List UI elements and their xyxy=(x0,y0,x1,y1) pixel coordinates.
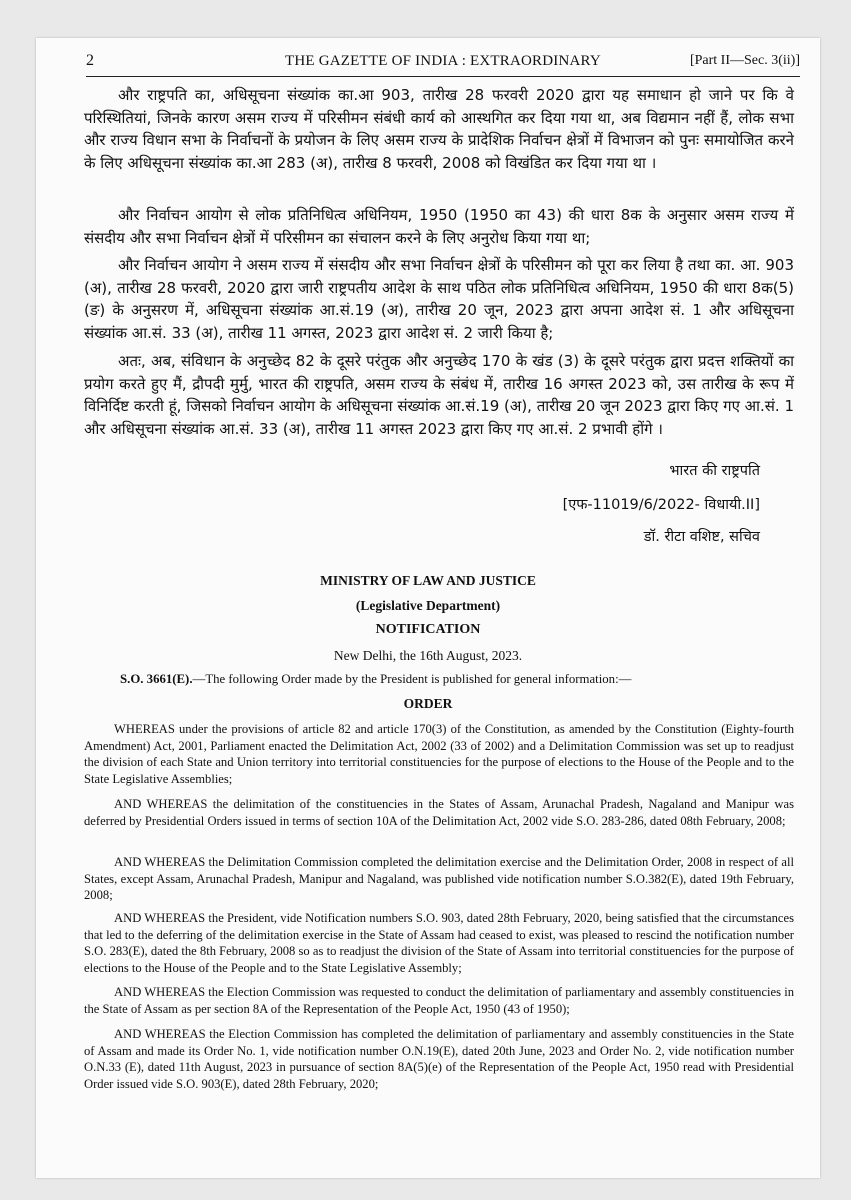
notification-heading: NOTIFICATION xyxy=(375,622,481,637)
hindi-paragraph-3: और निर्वाचन आयोग ने असम राज्य में संसदीय और सभा निर्वाचन क्षेत्रों के परिसीमन को पूरा कर लिया है तथा का. आ. 903 (अ), तारीख 28 फरवरी, 2020 द्वारा जारी राष्ट्रपतीय आदेश के साथ पठित लोक प्रतिनिधित्व अधिनियम, 1950 की धारा 8क(5)(ङ) के अनुसरण में, अधिसूचना संख्यांक आ.सं.19 (अ), तारीख 20 जून, 2023 द्वारा अपना आदेश सं. 1 और अधिसूचना संख्यांक आ.सं. 33 (अ), तारीख 11 अगस्त, 2023 द्वारा आदेश सं. 2 जारी किया है; xyxy=(84,256,794,342)
order-paragraph-5-text: AND WHEREAS the Election Commission was requested to conduct the delimitation of parliamentary and assembly constituencies in the State of Assam as per section 8A of the Representation of the People Act, 1950 (43 of 1950); xyxy=(84,985,794,1016)
order-paragraph-1 xyxy=(84,721,794,787)
order-paragraph-2-text: AND WHEREAS the delimitation of the constituencies in the States of Assam, Arunachal Pradesh, Nagaland and Manipur was deferred by Presidential Orders issued in terms of section 10A of the Delimitation Act, 2002 vide S.O. 283-286, dated 08th February, 2008; xyxy=(84,797,794,828)
dateline: New Delhi, the 16th August, 2023. xyxy=(333,648,523,663)
hindi-paragraph-2: और निर्वाचन आयोग से लोक प्रतिनिधित्व अधिनियम, 1950 (1950 का 43) की धारा 8क के अनुसार असम राज्य में संसदीय और सभा निर्वाचन क्षेत्रों में परिसीमन का संचालन करने के लिए अनुरोध किया गया था; xyxy=(84,206,794,247)
order-paragraph-3 xyxy=(84,854,794,904)
order-paragraph-4 xyxy=(84,910,794,976)
order-paragraph-2 xyxy=(84,796,794,829)
order-paragraph-6 xyxy=(84,1026,794,1092)
order-paragraph-1-text: WHEREAS under the provisions of article 82 and article 170(3) of the Constitution, as amended by the Constitution (Eighty-fourth Amendment) Act, 2001, Parliament enacted the Delimitation Act, 2002 (33 of 2002) and a Delimitation Commission was set up to readjust the division of each State and Union territory into territorial constituencies for the purpose of elections to the House of the People and to the State Legislative Assemblies; xyxy=(84,722,794,786)
hindi-paragraph-4: अतः, अब, संविधान के अनुच्छेद 82 के दूसरे परंतुक और अनुच्छेद 170 के खंड (3) के दूसरे परंतुक द्वारा प्रदत्त शक्तियों का प्रयोग करते हुए मैं, द्रौपदी मुर्मु, भारत की राष्ट्रपति, असम राज्य के संबंध में, तारीख 16 अगस्त 2023 को, उस तारीख के रूप में विनिर्दिष्ट करती हूं, जिसको निर्वाचन आयोग के अधिसूचना संख्यांक आ.सं.19 (अ), तारीख 20 जून 2023 द्वारा किए गए आ.सं. 1 और अधिसूचना संख्यांक आ.सं. 33 (अ), तारीख 11 अगस्त 2023 द्वारा किए गए आ.सं. 2 प्रभावी होंगे । xyxy=(84,352,794,438)
gazette-title: THE GAZETTE OF INDIA : EXTRAORDINARY xyxy=(285,53,601,69)
order-paragraph-6-text: AND WHEREAS the Election Commission has completed the delimitation of parliamentary and assembly constituencies in the State of Assam and made its Order No. 1, vide notification number O.N.19(E), dated 20th June, 2023 and Order No. 2, vide notification number O.N.33 (E), dated 11th August, 2023 in pursuance of section 8A(5)(e) of the Representation of the People Act, 1950 read with Presidential Order issued vide S.O. 903(E), dated 28th February, 2020; xyxy=(84,1027,794,1091)
part-section: [Part II—Sec. 3(ii)] xyxy=(689,53,800,68)
signature-secretary: डॉ. रीटा वशिष्ट, सचिव xyxy=(643,529,760,545)
signature-president: भारत की राष्ट्रपति xyxy=(669,463,760,479)
file-reference: [एफ-11019/6/2022- विधायी.II] xyxy=(562,497,760,513)
so-number: S.O. 3661(E). xyxy=(120,672,193,686)
department-heading: (Legislative Department) xyxy=(355,598,501,613)
so-text: —The following Order made by the President is published for general information:— xyxy=(192,672,632,686)
hindi-paragraph-1: और राष्ट्रपति का, अधिसूचना संख्यांक का.आ 903, तारीख 28 फरवरी 2020 द्वारा यह समाधान हो जाने पर कि वे परिस्थितियां, जिनके कारण असम राज्य में परिसीमन संबंधी कार्य को आस्थगित कर दिया गया था, अब विद्यमान नहीं हैं, लोक सभा और राज्य विधान सभा के निर्वाचनों के प्रयोजन के लिए असम राज्य के प्रादेशिक निर्वाचन क्षेत्रों में विभाजन को पुनः समायोजित करने के लिए अधिसूचना संख्यांक का.आ 283 (अ), तारीख 8 फरवरी, 2008 को विखंडित कर दिया गया था । xyxy=(84,86,794,172)
order-heading: ORDER xyxy=(403,696,453,711)
so-line xyxy=(120,672,631,687)
order-paragraph-4-text: AND WHEREAS the President, vide Notification numbers S.O. 903, dated 28th February, 2020, being satisfied that the circumstances that led to the deferring of the delimitation exercise in the State of Assam had ceased to exist, was pleased to rescind the notification number S.O. 283(E), dated the 8th February, 2008 so as to readjust the division of the State of Assam into territorial constituencies for the purpose of elections to the House of the People and to the State Legislative Assembly; xyxy=(84,911,794,975)
order-paragraph-3-text: AND WHEREAS the Delimitation Commission completed the delimitation exercise and the Delimitation Order, 2008 in respect of all States, except Assam, Arunachal Pradesh, Manipur and Nagaland, was published vide notification number S.O.382(E), dated 19th February, 2008; xyxy=(84,855,794,903)
gazette-page xyxy=(36,38,820,1178)
ministry-heading: MINISTRY OF LAW AND JUSTICE xyxy=(320,573,536,588)
order-paragraph-5 xyxy=(84,984,794,1017)
page-number: 2 xyxy=(86,52,94,69)
gazette-header xyxy=(86,50,800,77)
